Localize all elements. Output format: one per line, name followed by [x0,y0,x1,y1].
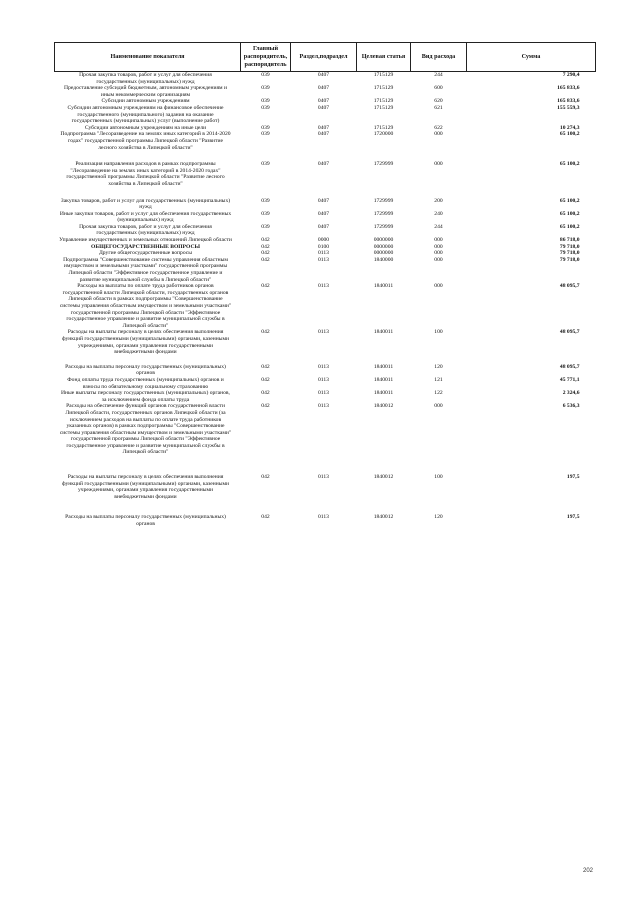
table-row [55,377,596,390]
cell-glava: 042 [261,243,270,250]
cell-glava: 042 [261,474,270,481]
table-row [55,72,596,86]
cell-summa: 2 324,6 [562,390,580,397]
cell-glava: 042 [261,237,270,244]
cell-name: Управление имущественных и земельных отношений Липецкой области [59,237,232,244]
cell-glava: 042 [261,390,270,397]
header-statya: Целевая статья [357,43,411,72]
cell-vid: 000 [434,237,443,244]
cell-razdel: 0100 [317,243,330,250]
cell-summa: 79 718,0 [559,243,580,250]
cell-statya: 0000000 [373,243,394,250]
table-row [55,161,596,197]
cell-vid: 000 [434,131,443,138]
cell-vid: 244 [434,223,443,230]
header-vid: Вид расхода [411,43,467,72]
cell-glava: 042 [261,283,270,290]
cell-name: Расходы на выплаты персоналу государственных (муниципальных) органов [65,363,226,377]
cell-glava: 039 [261,98,270,105]
cell-glava: 039 [261,85,270,92]
cell-name: Субсидии автономным учреждениям [101,98,190,105]
cell-glava: 039 [261,124,270,131]
cell-glava: 039 [261,104,270,111]
budget-table-page [54,42,595,528]
cell-name: Расходы на выплаты персоналу в целях обеспечения выполнения функций государственными (муниципальными) органами, казенными учреждениями, органами управления государственными внебюджетными фондами [62,329,229,356]
cell-vid: 120 [434,363,443,370]
table-row [55,257,596,283]
cell-glava: 042 [261,514,270,521]
cell-name: Фонд оплаты труда государственных (муниципальных) органов и взносы по обязательному социальному страхованию [67,376,224,390]
cell-vid: 000 [434,283,443,290]
header-name: Наименование показателя [55,43,241,72]
cell-razdel: 0407 [317,104,330,111]
table-row [55,514,596,527]
cell-vid: 122 [434,390,443,397]
cell-summa: 79 718,0 [559,256,580,263]
cell-razdel: 0113 [318,329,329,336]
cell-name: Предоставление субсидий бюджетным, автономным учреждениям и иным некоммерческим организациям [64,85,227,98]
cell-razdel: 0113 [318,403,329,410]
cell-statya: 1729999 [373,197,394,204]
cell-razdel: 0113 [318,390,329,397]
cell-vid: 100 [434,329,443,336]
cell-summa: 165 833,6 [557,98,580,105]
cell-summa: 86 718,0 [559,237,580,244]
cell-statya: 1729999 [373,161,394,168]
cell-vid: 600 [434,85,443,92]
cell-name: Расходы на обеспечение функций органов государственной власти Липецкой области, государственных органов Липецкой области (за исключением расходов на выплаты по оплате труда работников указанных органов) в рамках подпрограммы "Совершенствование системы управления областным имуществом и земельными участками" государственной программы Липецкой области "Эффективное государственное управление и развитие муниципальной службы в Липецкой области" [59,403,232,456]
budget-table [54,42,596,528]
cell-summa: 197,5 [566,474,580,481]
cell-statya: 1715129 [373,98,394,105]
header-razdel: Раздел,подраздел [291,43,357,72]
cell-glava: 042 [261,256,270,263]
cell-glava: 039 [261,223,270,230]
cell-name: Подпрограмма "Совершенствование системы управления областным имуществом и земельными участками" государственной программы Липецкой области "Эффективное государственное управление и развитие муниципальной службы в Липецкой области" [63,256,228,283]
cell-razdel: 0113 [318,514,329,521]
cell-statya: 1840011 [373,363,394,370]
cell-vid: 620 [434,98,443,105]
table-row [55,329,596,363]
cell-summa: 7 290,4 [562,72,580,78]
cell-name: ОБЩЕГОСУДАРСТВЕННЫЕ ВОПРОСЫ [91,243,200,250]
cell-razdel: 0407 [317,124,330,131]
cell-summa: 48 095,7 [559,329,580,336]
cell-summa: 165 833,6 [557,85,580,92]
cell-razdel: 0407 [317,197,330,204]
cell-vid: 000 [434,403,443,410]
table-row [55,474,596,514]
cell-statya: 1840012 [373,514,394,521]
cell-glava: 039 [261,72,270,78]
cell-name: Субсидии автономным учреждениям на финансовое обеспечение государственного (муниципального) задания на оказание государственных (муниципальных) услуг (выполнение работ) [67,104,224,125]
cell-razdel: 0407 [317,85,330,92]
cell-razdel: 0113 [318,363,329,370]
header-glava: Главный распорядитель, распорядитель [241,43,291,72]
cell-razdel: 0407 [317,210,330,217]
cell-statya: 1715129 [373,72,394,78]
cell-summa: 48 095,7 [559,363,580,370]
cell-vid: 621 [434,104,443,111]
table-row [55,98,596,105]
cell-vid: 622 [434,124,443,131]
cell-glava: 039 [261,197,270,204]
cell-vid: 000 [434,161,443,168]
table-row [55,390,596,403]
cell-statya: 1715129 [373,104,394,111]
table-row [55,237,596,244]
cell-razdel: 0407 [317,223,330,230]
cell-summa: 65 100,2 [559,161,580,168]
cell-razdel: 0407 [317,161,330,168]
table-row [55,198,596,211]
cell-glava: 039 [261,210,270,217]
table-row [55,364,596,377]
cell-statya: 0000000 [373,250,394,257]
page-number: 202 [583,868,594,874]
cell-name: Иные выплаты персоналу государственных (муниципальных) органов, за исключением фонда оплаты труда [61,390,230,403]
cell-razdel: 0000 [317,237,330,244]
cell-name: Подпрограмма "Лесоразведение на землях иных категорий в 2014-2020 годах" государственной программы Липецкой области "Развитие лесного хозяйства в Липецкой области" [60,131,231,151]
table-row [55,105,596,125]
cell-vid: 121 [434,376,443,383]
cell-summa: 79 718,0 [559,250,580,257]
header-summa: Сумма [467,43,596,72]
cell-summa: 65 100,2 [559,210,580,217]
cell-statya: 1840012 [373,403,394,410]
cell-razdel: 0113 [318,474,329,481]
cell-razdel: 0407 [317,131,330,138]
cell-vid: 100 [434,474,443,481]
cell-razdel: 0113 [318,256,329,263]
cell-statya: 1729999 [373,223,394,230]
cell-statya: 1720000 [373,131,394,138]
cell-statya: 1840011 [373,329,394,336]
cell-summa: 65 100,2 [559,131,580,138]
cell-name: Другие общегосударственные вопросы [98,250,193,257]
table-body [55,72,596,528]
cell-statya: 1840012 [373,474,394,481]
cell-glava: 042 [261,329,270,336]
cell-name: Прочая закупка товаров, работ и услуг для обеспечения государственных (муниципальных) нужд [79,72,212,85]
cell-vid: 244 [434,72,443,78]
cell-glava: 042 [261,250,270,257]
cell-statya: 1840011 [373,390,394,397]
table-header-row [55,43,596,72]
cell-summa: 155 559,3 [557,104,580,111]
cell-razdel: 0407 [317,98,330,105]
cell-vid: 000 [434,243,443,250]
cell-statya: 1840011 [373,376,394,383]
cell-razdel: 0113 [318,283,329,290]
table-row [55,403,596,474]
cell-name: Прочая закупка товаров, работ и услуг для обеспечения государственных (муниципальных) нужд [79,223,212,237]
cell-summa: 197,5 [566,514,580,521]
cell-statya: 1715129 [373,85,394,92]
table-row [55,211,596,224]
cell-summa: 48 095,7 [559,283,580,290]
table-row [55,250,596,257]
cell-summa: 65 100,2 [559,223,580,230]
cell-name: Расходы на выплаты по оплате труда работников органов государственной власти Липецкой области, государственных органов Липецкой области в рамках подпрограммы "Совершенствование системы управления областным имуществом и земельными участками" государственной программы Липецкой области "Эффективное государственное управление и развитие муниципальной службы в Липецкой области" [59,283,232,329]
cell-statya: 1729999 [373,210,394,217]
cell-glava: 042 [261,376,270,383]
cell-summa: 45 771,1 [559,376,580,383]
cell-vid: 000 [434,256,443,263]
cell-razdel: 0407 [317,72,330,78]
cell-summa: 6 536,3 [562,403,580,410]
cell-name: Реализация направления расходов в рамках подпрограммы "Лесоразведение на землях иных категорий в 2014-2020 годах" государственной программы Липецкой области "Развитие лесного хозяйства в Липецкой области" [66,161,225,187]
cell-vid: 200 [434,197,443,204]
cell-summa: 10 274,3 [559,124,580,131]
table-row [55,283,596,329]
cell-vid: 000 [434,250,443,257]
cell-statya: 0000000 [373,237,394,244]
cell-name: Закупка товаров, работ и услуг для государственных (муниципальных) нужд [60,197,231,211]
cell-razdel: 0113 [318,250,329,257]
cell-name: Иные закупки товаров, работ и услуг для обеспечения государственных (муниципальных) нужд [59,210,232,224]
cell-glava: 039 [261,161,270,168]
cell-statya: 1715129 [373,124,394,131]
cell-summa: 65 100,2 [559,197,580,204]
cell-glava: 039 [261,131,270,138]
cell-vid: 120 [434,514,443,521]
cell-name: Субсидии автономным учреждениям на иные цели [84,124,207,131]
cell-name: Расходы на выплаты персоналу в целях обеспечения выполнения функций государственными (муниципальными) органами, казенными учреждениями, органами управления государственными внебюджетными фондами [62,474,229,500]
cell-glava: 042 [261,363,270,370]
cell-statya: 1840011 [373,283,394,290]
table-row [55,131,596,161]
cell-vid: 240 [434,210,443,217]
cell-razdel: 0113 [318,376,329,383]
table-row [55,85,596,98]
cell-glava: 042 [261,403,270,410]
cell-name: Расходы на выплаты персоналу государственных (муниципальных) органов [65,514,226,528]
cell-statya: 1840000 [373,256,394,263]
table-row [55,224,596,237]
